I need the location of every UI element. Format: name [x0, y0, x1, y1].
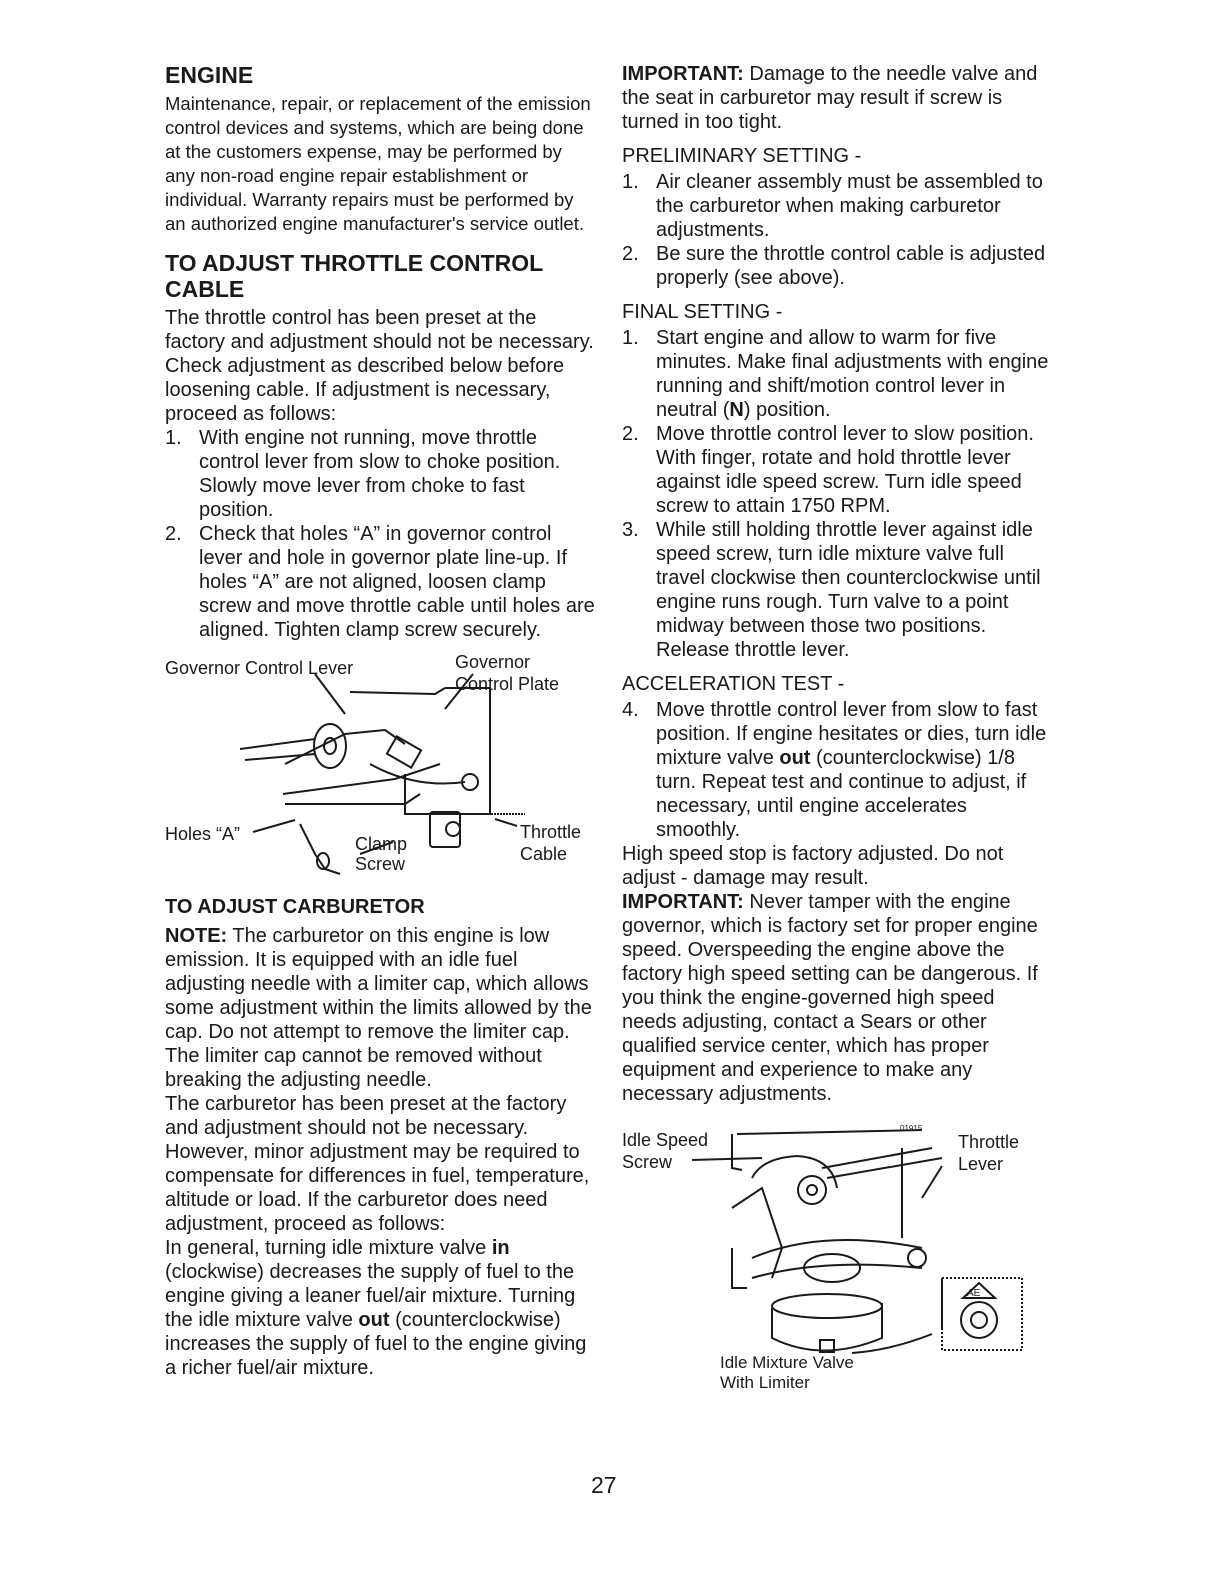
- throttle-heading: TO ADJUST THROTTLE CONTROL CABLE: [165, 250, 543, 302]
- acceleration-heading: ACCELERATION TEST -: [622, 673, 845, 695]
- final-step-1: [622, 326, 1052, 422]
- p3-in: in: [491, 1237, 510, 1259]
- throttle-steps: [165, 426, 595, 642]
- p3-text-a: In general, turning idle mixture valve: [165, 1237, 492, 1259]
- important-label: IMPORTANT:: [622, 63, 744, 85]
- accel-step-4: [622, 698, 1052, 842]
- step-number: 1.: [622, 327, 639, 349]
- throttle-intro: The throttle control has been preset at the factory and adjustment should not be necessary. Check adjustment as described below before loosening cable. If adjustment is necessary, proceed as follows:: [165, 307, 594, 425]
- step-number: 1.: [165, 427, 182, 449]
- carburetor-p2: The carburetor has been preset at the factory and adjustment should not be necessary. However, minor adjustment may be required to compensate for differences in fuel, temperature, altitude or load. If the carburetor does need adjustment, proceed as follows:: [165, 1093, 590, 1235]
- engine-heading: ENGINE: [165, 62, 254, 88]
- neutral-n: N: [729, 399, 744, 421]
- important-text: Damage to the needle valve and the seat in carburetor may result if screw is turned in too tight.: [622, 63, 1038, 133]
- carburetor-figure: [622, 1124, 1052, 1398]
- important-text: Never tamper with the engine governor, which is factory set for proper engine speed. Overspeeding the engine above the factory high speed setting can be dangerous. If you think the engine-governed high speed needs adjusting, contact a Sears or other qualified service center, which has proper equipment and experience to make any necessary adjustments.: [622, 891, 1038, 1105]
- step-text: Check that holes “A” in governor control lever and hole in governor plate line-up. If holes “A” are not aligned, loosen clamp screw and move throttle cable until holes are aligned. Tighten clamp screw securely.: [199, 523, 595, 641]
- step-text: Move throttle control lever from slow to fast position. If engine hesitates or dies, turn idle mixture valve: [656, 699, 1047, 769]
- preliminary-heading: PRELIMINARY SETTING -: [622, 145, 862, 167]
- carburetor-note: [165, 924, 595, 1092]
- right-column: [622, 62, 1052, 1398]
- idle-speed-label-2: Screw: [622, 1152, 673, 1172]
- idle-speed-label-1: Idle Speed: [622, 1130, 709, 1150]
- note-label: NOTE:: [165, 925, 228, 947]
- step-text: While still holding throttle lever against idle speed screw, turn idle mixture valve full travel clockwise then counterclockwise until engine runs rough. Turn valve to a point midway between those two positions. Release throttle lever.: [656, 519, 1041, 661]
- throttle-step-2: [165, 522, 595, 642]
- page-number: 27: [591, 1472, 617, 1498]
- inset-label: AE: [967, 1288, 981, 1299]
- holes-label: Holes “A”: [165, 824, 241, 844]
- step-text: Air cleaner assembly must be assembled to the carburetor when making carburetor adjustments.: [656, 171, 1043, 241]
- prelim-step-1: [622, 170, 1052, 242]
- carburetor-heading: TO ADJUST CARBURETOR: [165, 896, 425, 918]
- high-speed-note: High speed stop is factory adjusted. Do not adjust - damage may result.: [622, 843, 1004, 889]
- final-steps: [622, 326, 1052, 662]
- cable-label-1: Throttle: [520, 822, 582, 842]
- p3-text-b: (clockwise) decreases the supply of fuel to the engine giving a leaner fuel/air mixture. Turning the idle mixture valve: [165, 1261, 576, 1331]
- important-label: IMPORTANT:: [622, 891, 744, 913]
- preliminary-steps: [622, 170, 1052, 290]
- step-number: 1.: [622, 171, 639, 193]
- acceleration-steps: [622, 698, 1052, 842]
- step-text: (counterclockwise) 1/8 turn. Repeat test and continue to adjust, if necessary, until engine accelerates smoothly.: [656, 747, 1027, 841]
- governor-figure: [165, 654, 595, 886]
- final-step-3: [622, 518, 1052, 662]
- engine-body: Maintenance, repair, or replacement of the emission control devices and systems, which are being done at the customers expense, may be performed by any non-road engine repair establishment or individual. Warranty repairs must be performed by an authorized engine manufacturer's service outlet.: [165, 93, 591, 234]
- figure-code: 01915: [900, 1124, 923, 1133]
- p3-text-c: (counterclockwise) increases the supply of fuel to the engine giving a richer fuel/air mixture.: [165, 1309, 587, 1379]
- idle-mixture-label-1: Idle Mixture Valve: [720, 1353, 854, 1372]
- step-number: 2.: [622, 243, 639, 265]
- final-heading: FINAL SETTING -: [622, 301, 783, 323]
- step-text: ) position.: [743, 399, 831, 421]
- clamp-label-2: Screw: [355, 854, 406, 874]
- step-text: Start engine and allow to warm for five minutes. Make final adjustments with engine running and shift/motion control lever in neutral (: [656, 327, 1049, 421]
- clamp-label-1: Clamp: [355, 834, 408, 854]
- carburetor-p3: [165, 1236, 595, 1380]
- note-text: The carburetor on this engine is low emission. It is equipped with an idle fuel adjusting needle with a limiter cap, which allows some adjustment within the limits allowed by the cap. Do not attempt to remove the limiter cap. The limiter cap cannot be removed without breaking the adjusting needle.: [165, 925, 592, 1091]
- step-text: Move throttle control lever to slow position. With finger, rotate and hold throttle lever against idle speed screw. Turn idle speed screw to attain 1750 RPM.: [656, 423, 1034, 517]
- step-text: With engine not running, move throttle control lever from slow to choke position. Slowly move lever from choke to fast position.: [199, 427, 561, 521]
- prelim-step-2: [622, 242, 1052, 290]
- throttle-lever-label-2: Lever: [958, 1154, 1004, 1174]
- step-text: Be sure the throttle control cable is adjusted properly (see above).: [656, 243, 1046, 289]
- final-step-2: [622, 422, 1052, 518]
- left-column: [165, 62, 595, 1380]
- important-1: [622, 62, 1052, 134]
- throttle-lever-label-1: Throttle: [958, 1132, 1020, 1152]
- governor-plate-label-1: Governor: [455, 652, 531, 672]
- cable-label-2: Cable: [520, 844, 568, 864]
- governor-plate-label-2: Control Plate: [455, 674, 560, 694]
- throttle-step-1: [165, 426, 595, 522]
- step-number: 2.: [165, 523, 182, 545]
- accel-out: out: [779, 747, 811, 769]
- idle-mixture-label-2: With Limiter: [720, 1373, 810, 1392]
- governor-control-lever-label: Governor Control Lever: [165, 658, 354, 678]
- step-number: 4.: [622, 699, 639, 721]
- step-number: 3.: [622, 519, 639, 541]
- p3-out: out: [358, 1309, 390, 1331]
- important-2: [622, 890, 1052, 1106]
- step-number: 2.: [622, 423, 639, 445]
